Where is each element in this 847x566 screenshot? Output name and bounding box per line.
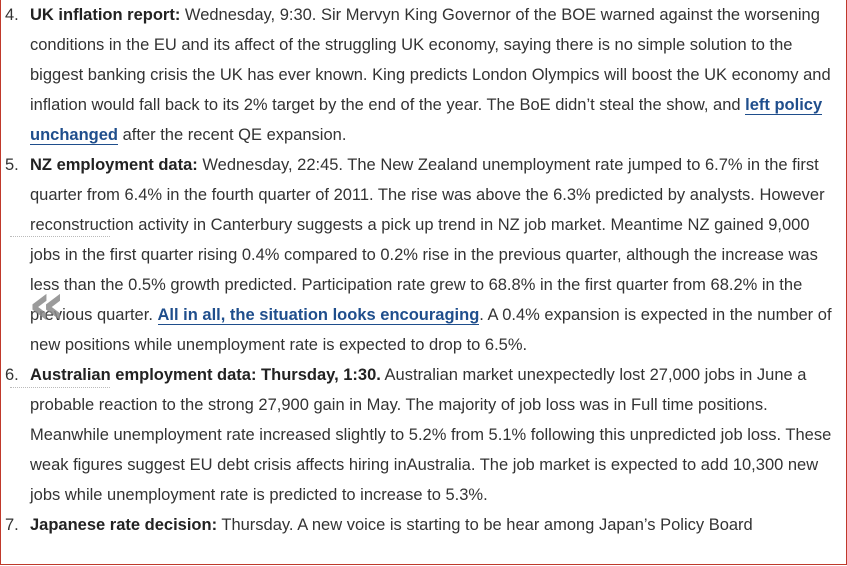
item-heading: Japanese rate decision: bbox=[30, 516, 218, 534]
item-number: 5. bbox=[5, 156, 19, 174]
double-chevron-left-icon[interactable]: « bbox=[28, 270, 66, 338]
list-item bbox=[0, 360, 847, 510]
list-item bbox=[0, 0, 847, 150]
item-heading: Australian employment data: Thursday, 1:30. bbox=[30, 366, 381, 384]
item-text: Wednesday, 22:45. The New Zealand unemployment rate jumped to 6.7% in the first quarter from 6.4% in the fourth quarter of 2011. The rise was above the 6.3% predicted by analysts. However reconstruction activity in Canterbury suggests a pick up trend in NZ job market. Meantime NZ gained 9,000 jobs in the first quarter rising 0.4% compared to 0.2% rise in the previous quarter, although the increase was less than the 0.5% growth predicted. Participation rate grew to 68.8% in the first quarter from 68.2% in the previous quarter. bbox=[30, 156, 825, 324]
list-item bbox=[0, 510, 847, 540]
divider bbox=[10, 387, 110, 388]
item-text: Wednesday, 9:30. Sir Mervyn King Governor of the BOE warned against the worsening conditions in the EU and its affect of the struggling UK economy, saying there is no simple solution to the biggest banking crisis the UK has ever known. King predicts London Olympics will boost the UK economy and inflation would fall back to its 2% target by the end of the year. The BoE didn’t steal the show, and bbox=[30, 6, 831, 114]
left-policy-unchanged-link[interactable]: left policy unchanged bbox=[30, 96, 823, 144]
item-text: Australian market unexpectedly lost 27,000 jobs in June a probable reaction to the strong 27,900 gain in May. The majority of job loss was in Full time positions. Meanwhile unemployment rate increased slightly to 5.2% from 5.1% following this unpredicted job loss. These weak figures suggest EU debt crisis affects hiring inAustralia. The job market is expected to add 10,300 new jobs while unemployment rate is predicted to increase to 5.3%. bbox=[30, 366, 832, 504]
item-number: 7. bbox=[5, 516, 19, 534]
situation-encouraging-link[interactable]: All in all, the situation looks encouraging bbox=[157, 306, 480, 324]
item-text: . A 0.4% expansion is expected in the number of new positions while unemployment rate is expected to drop to 6.5%. bbox=[30, 306, 832, 354]
item-heading: NZ employment data: bbox=[30, 156, 198, 174]
list-item bbox=[0, 150, 847, 360]
item-text: Thursday. A new voice is starting to be hear among Japan’s Policy Board bbox=[217, 516, 753, 534]
divider bbox=[10, 236, 110, 237]
item-heading: UK inflation report: bbox=[30, 6, 181, 24]
item-number: 6. bbox=[5, 366, 19, 384]
item-text: after the recent QE expansion. bbox=[118, 126, 347, 144]
item-number: 4. bbox=[5, 6, 19, 24]
